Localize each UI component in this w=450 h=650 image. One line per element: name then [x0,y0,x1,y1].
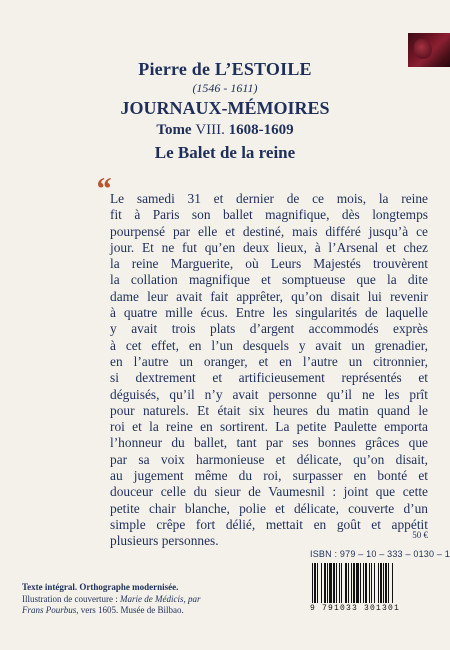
excerpt-line: la reine Marguerite, où Leurs Majestés trouvèrent [110,256,428,272]
excerpt-line: jour. Et ne fut qu’en deux lieux, à l’Arsenal et chez [110,239,428,255]
excerpt-line: roi et la reine en sortirent. La petite Paulette emporta [110,419,428,435]
excerpt-line: à cet effet, en l’un desquels y avait un grenadier, [110,337,428,353]
excerpt-line: au jugement même du roi, surpasser en bonté et [110,468,428,484]
excerpt-line: Le samedi 31 et dernier de ce mois, la reine [110,191,428,206]
barcode-icon [310,563,428,603]
excerpt-line: si dextrement et artificieusement représentés et [110,370,428,386]
excerpt-line: petite chair blanche, polie et délicate, couverte d’un [110,500,428,516]
book-header [0,58,450,163]
author-dates: (1546 - 1611) [192,81,258,95]
excerpt-line: l’honneur du ballet, tant par ses bonnes grâces que [110,435,428,451]
credits-illustration-line [22,594,292,606]
credits-painting-title: Marie de Médicis, par [119,593,201,604]
excerpt-line: dame leur avait fait apprêter, qu’on disait lui revenir [110,288,428,304]
tome-years: 1608-1609 [228,122,294,138]
credits-artist-line [22,605,292,617]
excerpt-line: déguisés, qu’il n’y avait personne qu’il ne les prît [110,386,428,402]
tome-number: VIII. [195,122,225,138]
opening-quote-mark: “ [95,170,108,206]
excerpt-line: plusieurs personnes. [110,533,219,549]
credits-illustration-label: Illustration de couverture : [22,593,120,604]
excerpt-line: y avait trois plats d’argent accommodés exprès [110,321,428,337]
excerpt-text [110,191,428,550]
book-subtitle: Le Balet de la reine [154,143,296,162]
excerpt-line: pourpensé par elle et destiné, mais différé jusqu’à ce [110,223,428,239]
author-name: Pierre de L’ESTOILE [138,59,312,79]
credits-text-note: Texte intégral. Orthographe modernisée. [22,582,179,592]
excerpt-line: à quatre mille écus. Entre les singularités de laquelle [110,305,428,321]
excerpt-line: fit à Paris son ballet magnifique, dès longtemps [110,207,428,223]
tome-line [0,121,450,140]
barcode-digits: 9 791033 301301 [310,604,401,613]
credits-artist-name: Frans Pourbus [22,605,77,615]
excerpt-line: simple crêpe fort délié, mettait en goût et appétit [110,516,428,532]
series-title: JOURNAUX-MÉMOIRES [120,98,330,118]
price-label: 50 € [412,530,428,540]
excerpt-line: par sa voix harmonieuse et délicate, qu’on disait, [110,451,428,467]
excerpt-line: la collation magnifique et somptueuse que la dite [110,272,428,288]
excerpt-line: en l’autre un oranger, et en l’autre un citronnier, [110,353,428,369]
credits-museum: , vers 1605. Musée de Bilbao. [76,605,184,615]
tome-label: Tome [156,122,192,138]
credits-block [22,582,292,617]
excerpt-line: pour naturels. Et était six heures du matin quand le [110,402,428,418]
excerpt-line: douceur celle du sieur de Vaumesnil : joint que cette [110,484,428,500]
isbn-text: ISBN : 979 – 10 – 333 – 0130 – 1 [310,549,450,559]
